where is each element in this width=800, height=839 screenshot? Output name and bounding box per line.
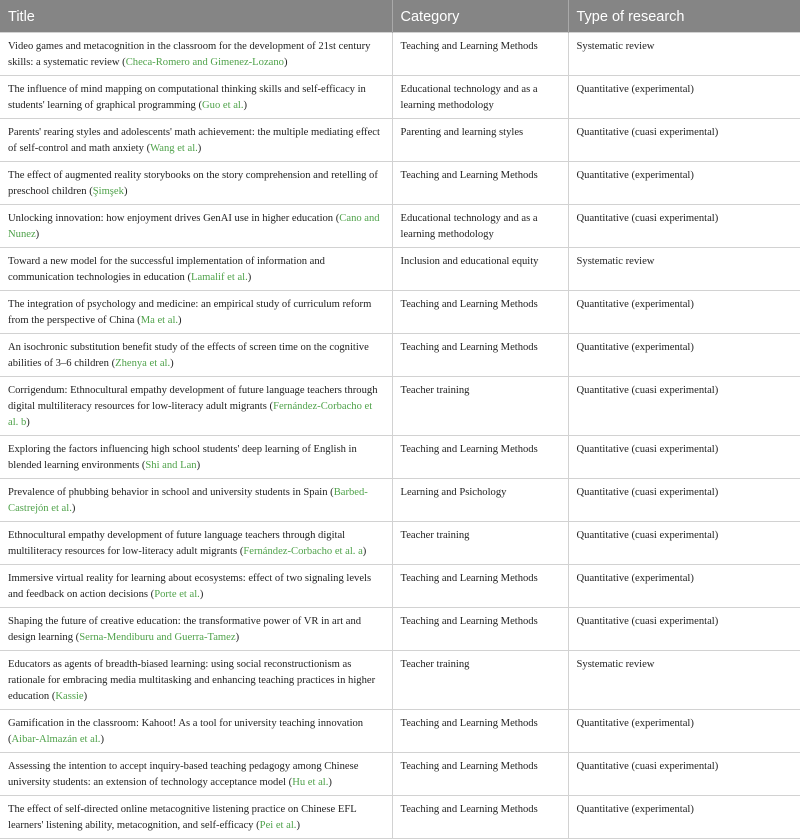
cell-research-type: Quantitative (experimental) bbox=[568, 162, 800, 205]
citation-link[interactable]: Fernández-Corbacho et al. a bbox=[243, 546, 363, 557]
table-row bbox=[0, 608, 800, 651]
cell-research-type: Quantitative (experimental) bbox=[568, 334, 800, 377]
cell-category: Teacher training bbox=[392, 651, 568, 710]
citation-link[interactable]: Cano and Nunez bbox=[8, 213, 380, 240]
cell-title: Unlocking innovation: how enjoyment drives GenAI use in higher education (Cano and Nunez) bbox=[0, 205, 392, 248]
table-row bbox=[0, 205, 800, 248]
cell-category: Educational technology and as a learning methodology bbox=[392, 205, 568, 248]
cell-research-type: Quantitative (experimental) bbox=[568, 796, 800, 839]
table-row bbox=[0, 291, 800, 334]
cell-research-type: Quantitative (experimental) bbox=[568, 565, 800, 608]
study-title: Video games and metacognition in the classroom for the development of 21st century skills: a systematic review bbox=[8, 41, 371, 68]
table-row bbox=[0, 162, 800, 205]
study-title: Gamification in the classroom: Kahoot! As a tool for university teaching innovation bbox=[8, 718, 364, 729]
citation-link[interactable]: Lamalif et al. bbox=[191, 272, 248, 283]
study-title: Exploring the factors influencing high school students' deep learning of English in blended learning environments bbox=[8, 444, 357, 471]
citation-link[interactable]: Kassie bbox=[55, 691, 84, 702]
cell-category: Teacher training bbox=[392, 377, 568, 436]
header-title: Title bbox=[0, 0, 392, 33]
table-row bbox=[0, 651, 800, 710]
cell-category: Teaching and Learning Methods bbox=[392, 33, 568, 76]
table-row bbox=[0, 436, 800, 479]
citation-link[interactable]: Barbed-Castrejón et al. bbox=[8, 487, 368, 514]
cell-category: Teaching and Learning Methods bbox=[392, 753, 568, 796]
study-title: The effect of augmented reality storybooks on the story comprehension and retelling of preschool children bbox=[8, 170, 378, 197]
study-title: The effect of self-directed online metacognitive listening practice on Chinese EFL learners' listening ability, metacognition, and self-efficacy bbox=[8, 804, 357, 831]
study-title: Immersive virtual reality for learning about ecosystems: effect of two signaling levels and feedback on action decisions bbox=[8, 573, 372, 600]
cell-category: Teaching and Learning Methods bbox=[392, 162, 568, 205]
cell-category: Teaching and Learning Methods bbox=[392, 796, 568, 839]
cell-research-type: Quantitative (experimental) bbox=[568, 291, 800, 334]
cell-title: Video games and metacognition in the classroom for the development of 21st century skills: a systematic review (Checa-Romero and Gimenez-Lozano) bbox=[0, 33, 392, 76]
table-row bbox=[0, 334, 800, 377]
header-category: Category bbox=[392, 0, 568, 33]
table-row bbox=[0, 796, 800, 839]
study-title: The influence of mind mapping on computational thinking skills and self-efficacy in students' learning of graphical programming bbox=[8, 84, 366, 111]
citation-link[interactable]: Porte et al. bbox=[154, 589, 200, 600]
cell-research-type: Quantitative (experimental) bbox=[568, 710, 800, 753]
study-title: Ethnocultural empathy development of future language teachers through digital multiliteracy resources for low-literacy adult migrants bbox=[8, 530, 346, 557]
citation-link[interactable]: Aibar-Almazán et al. bbox=[11, 734, 101, 745]
cell-research-type: Quantitative (cuasi experimental) bbox=[568, 436, 800, 479]
cell-title: Ethnocultural empathy development of future language teachers through digital multiliteracy resources for low-literacy adult migrants (Fernández-Corbacho et al. a) bbox=[0, 522, 392, 565]
cell-category: Teaching and Learning Methods bbox=[392, 291, 568, 334]
header-type: Type of research bbox=[568, 0, 800, 33]
cell-title: Prevalence of phubbing behavior in school and university students in Spain (Barbed-Castrejón et al.) bbox=[0, 479, 392, 522]
cell-research-type: Quantitative (cuasi experimental) bbox=[568, 608, 800, 651]
study-title: Prevalence of phubbing behavior in school and university students in Spain bbox=[8, 487, 328, 498]
table-row bbox=[0, 479, 800, 522]
cell-research-type: Quantitative (cuasi experimental) bbox=[568, 522, 800, 565]
table-row bbox=[0, 377, 800, 436]
citation-link[interactable]: Guo et al. bbox=[202, 100, 244, 111]
citation-link[interactable]: Serna-Mendiburu and Guerra-Tamez bbox=[79, 632, 236, 643]
cell-title: Assessing the intention to accept inquiry-based teaching pedagogy among Chinese university students: an extension of technology acceptance model (Hu et al.) bbox=[0, 753, 392, 796]
cell-research-type: Quantitative (cuasi experimental) bbox=[568, 479, 800, 522]
study-title: Shaping the future of creative education: the transformative power of VR in art and design learning bbox=[8, 616, 362, 643]
cell-research-type: Systematic review bbox=[568, 248, 800, 291]
cell-title: The effect of augmented reality storybooks on the story comprehension and retelling of preschool children (Şimşek) bbox=[0, 162, 392, 205]
cell-research-type: Quantitative (cuasi experimental) bbox=[568, 377, 800, 436]
cell-research-type: Systematic review bbox=[568, 651, 800, 710]
citation-link[interactable]: Zhenya et al. bbox=[115, 358, 171, 369]
citation-link[interactable]: Checa-Romero and Gimenez-Lozano bbox=[125, 57, 284, 68]
cell-title: Exploring the factors influencing high school students' deep learning of English in blended learning environments (Shi and Lan) bbox=[0, 436, 392, 479]
table-row bbox=[0, 119, 800, 162]
cell-category: Teaching and Learning Methods bbox=[392, 334, 568, 377]
cell-category: Parenting and learning styles bbox=[392, 119, 568, 162]
table-row bbox=[0, 522, 800, 565]
cell-research-type: Quantitative (cuasi experimental) bbox=[568, 753, 800, 796]
cell-title: The integration of psychology and medicine: an empirical study of curriculum reform from the perspective of China (Ma et al.) bbox=[0, 291, 392, 334]
cell-category: Educational technology and as a learning methodology bbox=[392, 76, 568, 119]
table-row bbox=[0, 33, 800, 76]
cell-category: Teaching and Learning Methods bbox=[392, 565, 568, 608]
cell-title: Gamification in the classroom: Kahoot! As a tool for university teaching innovation (Aibar-Almazán et al.) bbox=[0, 710, 392, 753]
cell-title: Educators as agents of breadth-biased learning: using social reconstructionism as rationale for embracing media multitasking and enhancing teaching practices in higher education (Kassie) bbox=[0, 651, 392, 710]
study-title: Educators as agents of breadth-biased learning: using social reconstructionism as rationale for embracing media multitasking and enhancing teaching practices in higher education bbox=[8, 659, 376, 702]
header-row bbox=[0, 0, 800, 33]
cell-category: Teaching and Learning Methods bbox=[392, 436, 568, 479]
citation-link[interactable]: Fernández-Corbacho et al. b bbox=[8, 401, 373, 428]
cell-title: The effect of self-directed online metacognitive listening practice on Chinese EFL learners' listening ability, metacognition, and self-efficacy (Pei et al.) bbox=[0, 796, 392, 839]
study-title: An isochronic substitution benefit study of the effects of screen time on the cognitive abilities of 3–6 children bbox=[8, 342, 369, 369]
cell-category: Learning and Psichology bbox=[392, 479, 568, 522]
cell-category: Teacher training bbox=[392, 522, 568, 565]
citation-link[interactable]: Hu et al. bbox=[292, 777, 329, 788]
table-row bbox=[0, 565, 800, 608]
cell-research-type: Systematic review bbox=[568, 33, 800, 76]
cell-category: Teaching and Learning Methods bbox=[392, 710, 568, 753]
cell-category: Teaching and Learning Methods bbox=[392, 608, 568, 651]
citation-link[interactable]: Şimşek bbox=[92, 186, 124, 197]
study-title: Corrigendum: Ethnocultural empathy development of future language teachers through digital multiliteracy resources for low-literacy adult migrants bbox=[8, 385, 378, 412]
study-title: Parents' rearing styles and adolescents' math achievement: the multiple mediating effect of self-control and math anxiety bbox=[8, 127, 380, 154]
cell-title: Shaping the future of creative education: the transformative power of VR in art and design learning (Serna-Mendiburu and Guerra-Tamez) bbox=[0, 608, 392, 651]
cell-title: Corrigendum: Ethnocultural empathy development of future language teachers through digital multiliteracy resources for low-literacy adult migrants (Fernández-Corbacho et al. b) bbox=[0, 377, 392, 436]
citation-link[interactable]: Pei et al. bbox=[259, 820, 297, 831]
study-title: Assessing the intention to accept inquiry-based teaching pedagogy among Chinese university students: an extension of technology acceptance model bbox=[8, 761, 359, 788]
cell-research-type: Quantitative (experimental) bbox=[568, 76, 800, 119]
table-row bbox=[0, 248, 800, 291]
table-row bbox=[0, 76, 800, 119]
study-title: Toward a new model for the successful implementation of information and communication technologies in education bbox=[8, 256, 325, 283]
citation-link[interactable]: Wang et al. bbox=[150, 143, 198, 154]
cell-research-type: Quantitative (cuasi experimental) bbox=[568, 205, 800, 248]
table-row bbox=[0, 710, 800, 753]
table-row bbox=[0, 753, 800, 796]
study-title: The integration of psychology and medicine: an empirical study of curriculum reform from the perspective of China bbox=[8, 299, 372, 326]
cell-title: Toward a new model for the successful implementation of information and communication technologies in education (Lamalif et al.) bbox=[0, 248, 392, 291]
cell-title: Immersive virtual reality for learning about ecosystems: effect of two signaling levels and feedback on action decisions (Porte et al.) bbox=[0, 565, 392, 608]
study-title: Unlocking innovation: how enjoyment drives GenAI use in higher education bbox=[8, 213, 334, 224]
cell-title: Parents' rearing styles and adolescents' math achievement: the multiple mediating effect of self-control and math anxiety (Wang et al.) bbox=[0, 119, 392, 162]
citation-link[interactable]: Shi and Lan bbox=[145, 460, 197, 471]
cell-research-type: Quantitative (cuasi experimental) bbox=[568, 119, 800, 162]
citation-link[interactable]: Ma et al. bbox=[140, 315, 179, 326]
cell-category: Inclusion and educational equity bbox=[392, 248, 568, 291]
cell-title: An isochronic substitution benefit study of the effects of screen time on the cognitive abilities of 3–6 children (Zhenya et al.) bbox=[0, 334, 392, 377]
cell-title: The influence of mind mapping on computational thinking skills and self-efficacy in students' learning of graphical programming (Guo et al.) bbox=[0, 76, 392, 119]
